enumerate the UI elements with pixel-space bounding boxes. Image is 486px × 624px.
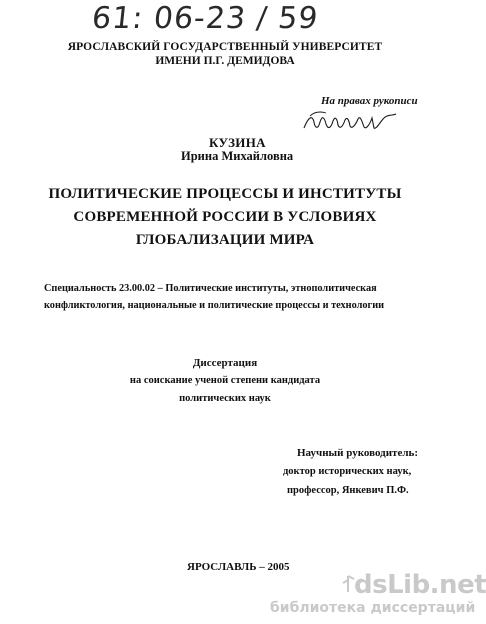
university-name-line2: ИМЕНИ П.Г. ДЕМИДОВА xyxy=(155,55,295,67)
degree-line2: на соискание ученой степени кандидата xyxy=(129,375,321,386)
watermark-logo: dsLib.net xyxy=(354,570,486,600)
degree-line1: Диссертация xyxy=(192,357,258,369)
signature-icon xyxy=(300,108,400,136)
advisor-name: профессор, Янкевич П.Ф. xyxy=(287,485,409,496)
university-name-line1: ЯРОСЛАВСКИЙ ГОСУДАРСТВЕННЫЙ УНИВЕРСИТЕТ xyxy=(67,41,383,53)
advisor-degree: доктор исторических наук, xyxy=(283,466,412,477)
specialty-line2: конфликтология, национальные и политические процессы и технологии xyxy=(44,300,385,311)
archive-number: 61: 06-23 / 59 xyxy=(90,1,321,36)
author-surname: КУЗИНА xyxy=(209,135,266,150)
author-given-names: Ирина Михайловна xyxy=(181,149,294,163)
rights-notice: На правах рукописи xyxy=(321,95,418,107)
degree-line3: политических наук xyxy=(179,393,271,404)
dissertation-title-line1: ПОЛИТИЧЕСКИЕ ПРОЦЕССЫ И ИНСТИТУТЫ xyxy=(48,186,402,202)
dissertation-title-line2: СОВРЕМЕННОЙ РОССИИ В УСЛОВИЯХ xyxy=(73,209,377,225)
dissertation-title-line3: ГЛОБАЛИЗАЦИИ МИРА xyxy=(135,232,315,248)
watermark-subtitle: библиотека диссертаций xyxy=(270,600,476,616)
specialty-line1: Специальность 23.00.02 – Политические институты, этнополитическая xyxy=(44,283,377,294)
advisor-label: Научный руководитель: xyxy=(297,447,418,459)
city-year: ЯРОСЛАВЛЬ – 2005 xyxy=(187,561,290,573)
